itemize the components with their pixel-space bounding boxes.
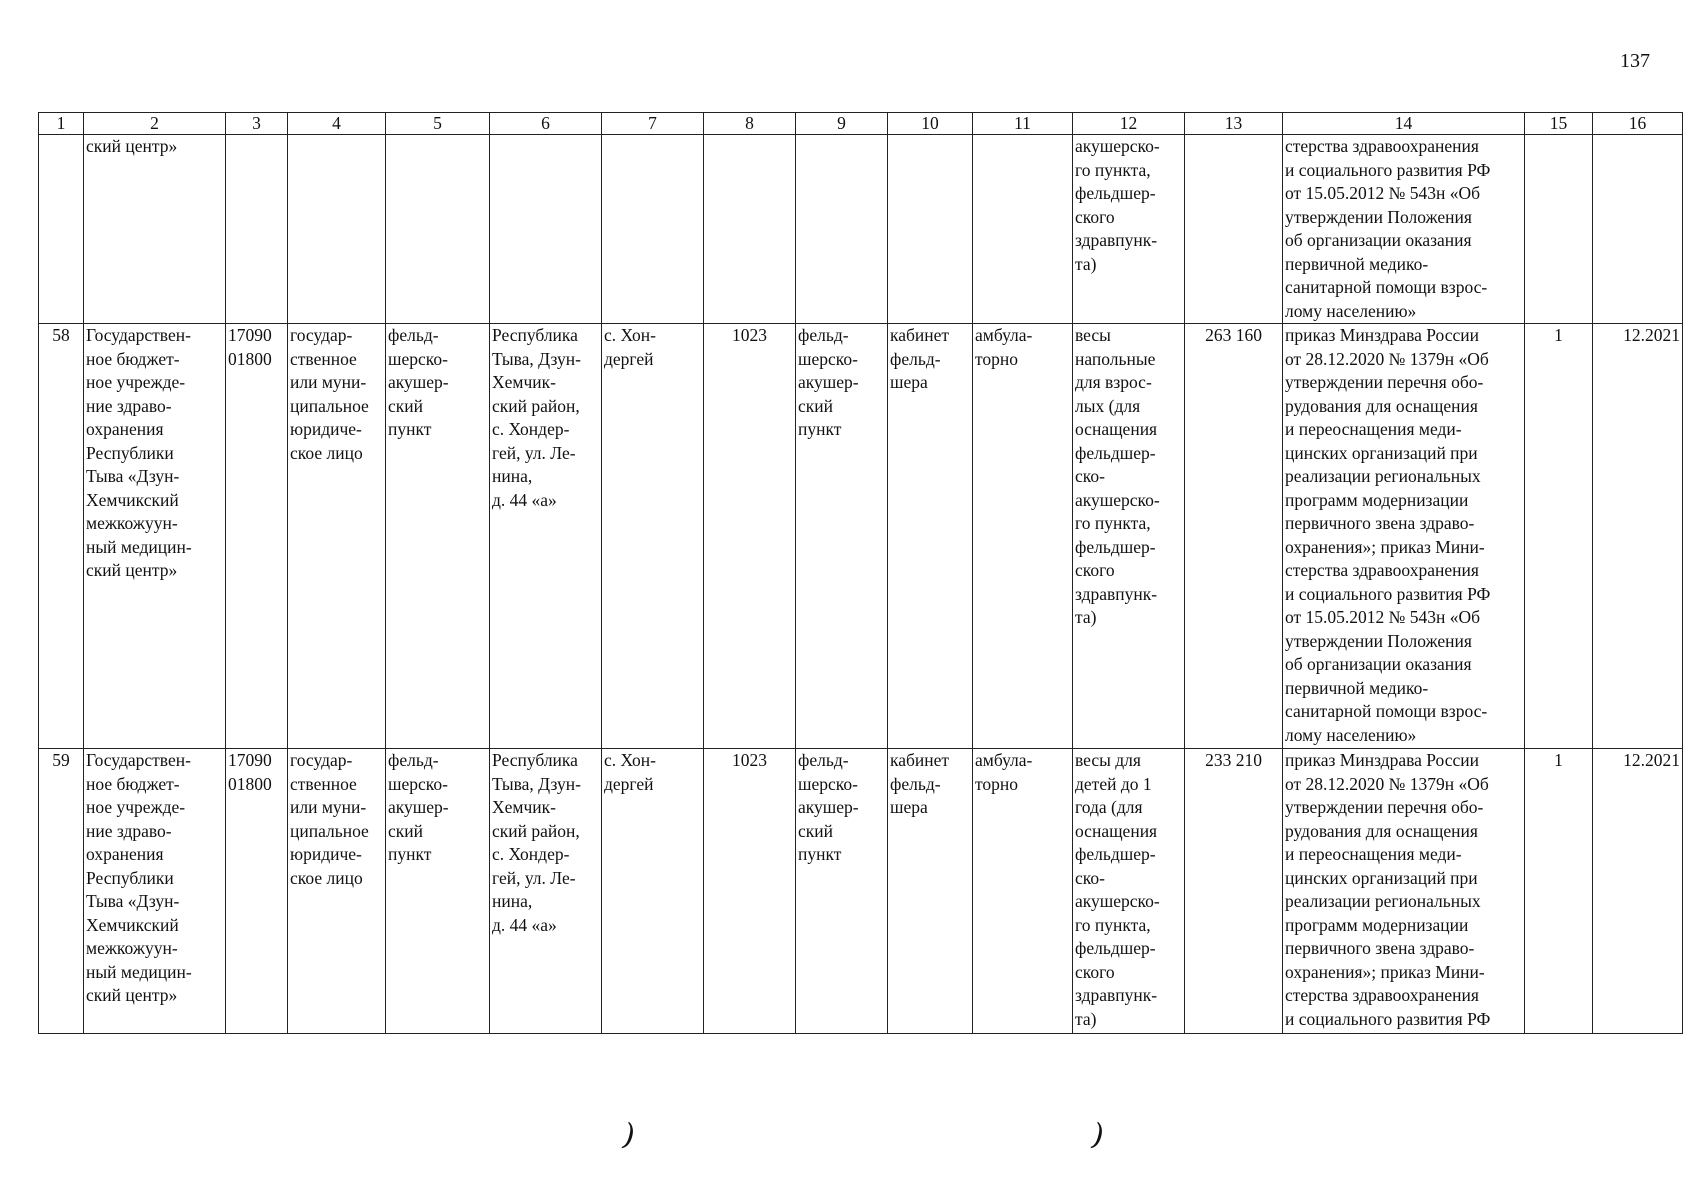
date-cell: 12.2021 (1593, 749, 1683, 1034)
col-header-1: 1 (39, 113, 84, 135)
code-cell: 17090 01800 (226, 324, 288, 749)
cell (888, 135, 973, 324)
address-cell: Республика Тыва, Дзун- Хемчик- ский район, с. Хондер- гей, ул. Ле- нина, д. 44 «а» (490, 749, 602, 1034)
legal-form-cell: государ- ственное или муни- ципальное юридиче- ское лицо (288, 324, 386, 749)
address-cell: Республика Тыва, Дзун- Хемчик- ский район, с. Хондер- гей, ул. Ле- нина, д. 44 «а» (490, 324, 602, 749)
col-header-16: 16 (1593, 113, 1683, 135)
col-header-11: 11 (973, 113, 1073, 135)
cell (1185, 135, 1283, 324)
page-number: 137 (1620, 50, 1650, 72)
col-header-10: 10 (888, 113, 973, 135)
col-header-8: 8 (704, 113, 796, 135)
code-cell: 17090 01800 (226, 749, 288, 1034)
cell (386, 135, 490, 324)
unit-cell: фельд- шерско- акушер- ский пункт (796, 749, 888, 1034)
cell (602, 135, 704, 324)
equipment-cell: акушерско- го пункта, фельдшер- ского здравпунк- та) (1073, 135, 1185, 324)
col-header-3: 3 (226, 113, 288, 135)
col-header-5: 5 (386, 113, 490, 135)
cell (973, 135, 1073, 324)
row-number-cell: 59 (39, 749, 84, 1034)
quantity-cell: 1 (1525, 324, 1593, 749)
table-row (39, 324, 1683, 749)
scan-mark-left: ) (618, 1117, 640, 1154)
col-header-4: 4 (288, 113, 386, 135)
room-cell: кабинет фельд- шера (888, 324, 973, 749)
cell (490, 135, 602, 324)
unit-cell: фельд- шерско- акушер- ский пункт (796, 324, 888, 749)
col-header-2: 2 (84, 113, 226, 135)
cell (1593, 135, 1683, 324)
cell (288, 135, 386, 324)
population-cell: 1023 (704, 749, 796, 1034)
facility-type-cell: фельд- шерско- акушер- ский пункт (386, 749, 490, 1034)
legal-form-cell: государ- ственное или муни- ципальное юридиче- ское лицо (288, 749, 386, 1034)
organization-cell: Государствен- ное бюджет- ное учрежде- ние здраво- охранения Республики Тыва «Дзун- Хемчикский межкожуун- ный медицин- ский центр» (84, 324, 226, 749)
care-mode-cell: амбула- торно (973, 324, 1073, 749)
col-header-15: 15 (1525, 113, 1593, 135)
scan-mark-right: ) (1087, 1117, 1109, 1154)
col-header-12: 12 (1073, 113, 1185, 135)
room-cell: кабинет фельд- шера (888, 749, 973, 1034)
legal-basis-cell: приказ Минздрава России от 28.12.2020 № 1379н «Об утверждении перечня обо- рудования для оснащения и переоснащения меди- цинских организаций при реализации региональных программ модернизации первичного звена здраво- охранения»; приказ Мини- стерства здравоохранения и социального развития РФ от 15.05.2012 № 543н «Об утверждении Положения об организации оказания первичной медико- санитарной помощи взрос- лому населению» (1283, 324, 1525, 749)
col-header-13: 13 (1185, 113, 1283, 135)
col-header-9: 9 (796, 113, 888, 135)
date-cell: 12.2021 (1593, 324, 1683, 749)
legal-basis-cell: приказ Минздрава России от 28.12.2020 № 1379н «Об утверждении перечня обо- рудования для оснащения и переоснащения меди- цинских организаций при реализации региональных программ модернизации первичного звена здраво- охранения»; приказ Мини- стерства здравоохранения и социального развития РФ (1283, 749, 1525, 1034)
care-mode-cell: амбула- торно (973, 749, 1073, 1034)
legal-basis-cell: стерства здравоохранения и социального развития РФ от 15.05.2012 № 543н «Об утверждении Положения об организации оказания первичной медико- санитарной помощи взрос- лому населению» (1283, 135, 1525, 324)
cell (1525, 135, 1593, 324)
col-header-6: 6 (490, 113, 602, 135)
facility-type-cell: фельд- шерско- акушер- ский пункт (386, 324, 490, 749)
settlement-cell: с. Хон- дергей (602, 749, 704, 1034)
price-cell: 233 210 (1185, 749, 1283, 1034)
equipment-cell: весы напольные для взрос- лых (для оснащения фельдшер- ско- акушерско- го пункта, фельдшер- ского здравпунк- та) (1073, 324, 1185, 749)
price-cell: 263 160 (1185, 324, 1283, 749)
organization-cell: Государствен- ное бюджет- ное учрежде- ние здраво- охранения Республики Тыва «Дзун- Хемчикский межкожуун- ный медицин- ский центр» (84, 749, 226, 1034)
cell (39, 135, 84, 324)
settlement-cell: с. Хон- дергей (602, 324, 704, 749)
cell (226, 135, 288, 324)
col-header-14: 14 (1283, 113, 1525, 135)
continuation-row (39, 135, 1683, 324)
registry-table (38, 112, 1683, 1034)
organization-cell: ский центр» (84, 135, 226, 324)
col-header-7: 7 (602, 113, 704, 135)
cell (704, 135, 796, 324)
population-cell: 1023 (704, 324, 796, 749)
header-row (39, 113, 1683, 135)
row-number-cell: 58 (39, 324, 84, 749)
equipment-cell: весы для детей до 1 года (для оснащения фельдшер- ско- акушерско- го пункта, фельдшер- ского здравпунк- та) (1073, 749, 1185, 1034)
quantity-cell: 1 (1525, 749, 1593, 1034)
cell (796, 135, 888, 324)
table-row (39, 749, 1683, 1034)
